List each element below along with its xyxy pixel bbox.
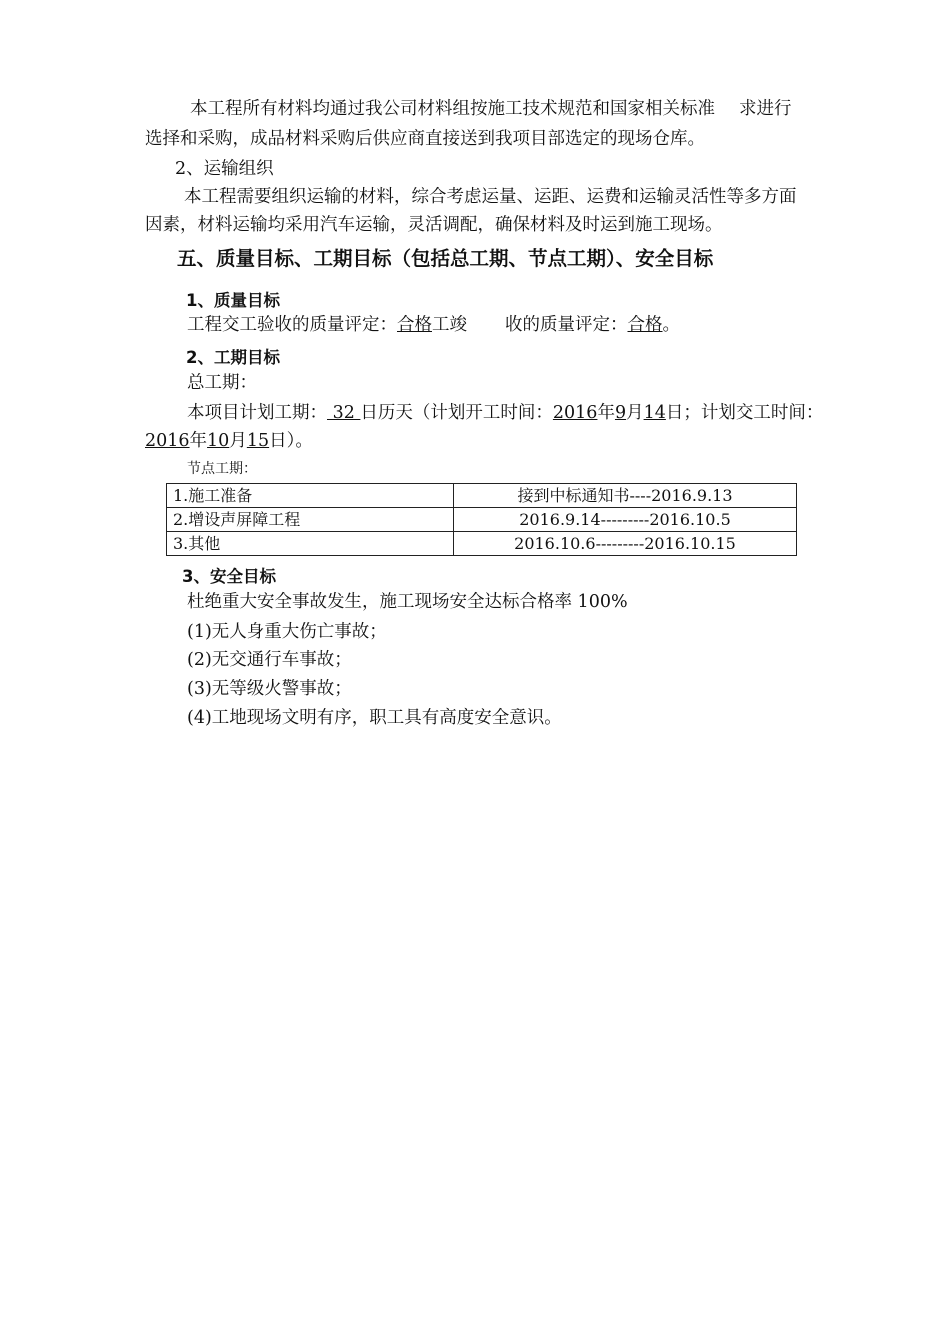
quality-mid: 工竣 bbox=[432, 315, 467, 335]
plan-prefix: 本项目计划工期： bbox=[187, 403, 327, 423]
quality-title: 1、质量目标 bbox=[186, 291, 280, 310]
transport-line-1: 本工程需要组织运输的材料，综合考虑运量、运距、运费和运输灵活性等多方面 bbox=[184, 187, 797, 207]
quality-value-1: 合格 bbox=[397, 315, 432, 335]
intro-line-1 bbox=[190, 98, 792, 120]
start-day: 14 bbox=[643, 403, 666, 423]
table-row bbox=[167, 508, 797, 532]
intro-line-1-tail: 求进行 bbox=[739, 99, 792, 119]
plan-unit: 日历天（计划开工时间： bbox=[360, 403, 553, 423]
safety-item-4: (4)工地现场文明有序，职工具有高度安全意识。 bbox=[187, 708, 562, 728]
end-year: 2016 bbox=[145, 431, 190, 451]
start-day-suffix: 日；计划交工时间： bbox=[665, 403, 824, 423]
end-day: 15 bbox=[246, 431, 270, 451]
node-name: 2.增设声屏障工程 bbox=[167, 508, 454, 532]
plan-days: 32 bbox=[327, 403, 361, 423]
section-5-heading: 五、质量目标、工期目标（包括总工期、节点工期）、安全目标 bbox=[177, 247, 714, 270]
end-month-char: 月 bbox=[229, 431, 247, 451]
node-name: 3.其他 bbox=[167, 532, 454, 556]
node-period: 2016.10.6---------2016.10.15 bbox=[454, 532, 797, 556]
start-month-char: 月 bbox=[626, 403, 644, 423]
schedule-end-line bbox=[145, 430, 313, 452]
end-year-char: 年 bbox=[189, 431, 208, 451]
safety-line-1: 杜绝重大安全事故发生，施工现场安全达标合格率 100% bbox=[187, 592, 628, 612]
intro-line-1-text: 本工程所有材料均通过我公司材料组按施工技术规范和国家相关标准 bbox=[190, 99, 715, 119]
end-suffix: 日）。 bbox=[269, 431, 313, 451]
transport-title: 2、运输组织 bbox=[175, 159, 274, 179]
transport-line-2: 因素，材料运输均采用汽车运输，灵活调配，确保材料及时运到施工现场。 bbox=[145, 215, 723, 235]
node-schedule-label: 节点工期： bbox=[187, 461, 257, 477]
table-row bbox=[167, 532, 797, 556]
safety-item-3: (3)无等级火警事故； bbox=[187, 679, 352, 699]
node-period: 2016.9.14---------2016.10.5 bbox=[454, 508, 797, 532]
end-month: 10 bbox=[207, 431, 230, 451]
safety-item-1: (1)无人身重大伤亡事故； bbox=[187, 622, 387, 642]
schedule-total-label: 总工期： bbox=[187, 373, 257, 393]
safety-item-2: (2)无交通行车事故； bbox=[187, 650, 352, 670]
quality-prefix: 工程交工验收的质量评定： bbox=[187, 315, 397, 335]
node-period: 接到中标通知书----2016.9.13 bbox=[454, 484, 797, 508]
table-row bbox=[167, 484, 797, 508]
quality-end: 。 bbox=[662, 315, 680, 335]
schedule-plan-line bbox=[187, 402, 823, 424]
start-month: 9 bbox=[614, 403, 627, 423]
safety-title: 3、安全目标 bbox=[182, 567, 276, 586]
quality-value-2: 合格 bbox=[627, 315, 663, 335]
intro-line-2: 选择和采购，成品材料采购后供应商直接送到我项目部选定的现场仓库。 bbox=[145, 129, 705, 149]
start-year-char: 年 bbox=[597, 403, 615, 423]
node-schedule-table bbox=[166, 483, 797, 556]
schedule-title: 2、工期目标 bbox=[186, 348, 280, 367]
start-year: 2016 bbox=[552, 403, 598, 423]
node-name: 1.施工准备 bbox=[167, 484, 454, 508]
quality-mid-2: 收的质量评定： bbox=[505, 315, 628, 335]
quality-line bbox=[187, 314, 680, 336]
